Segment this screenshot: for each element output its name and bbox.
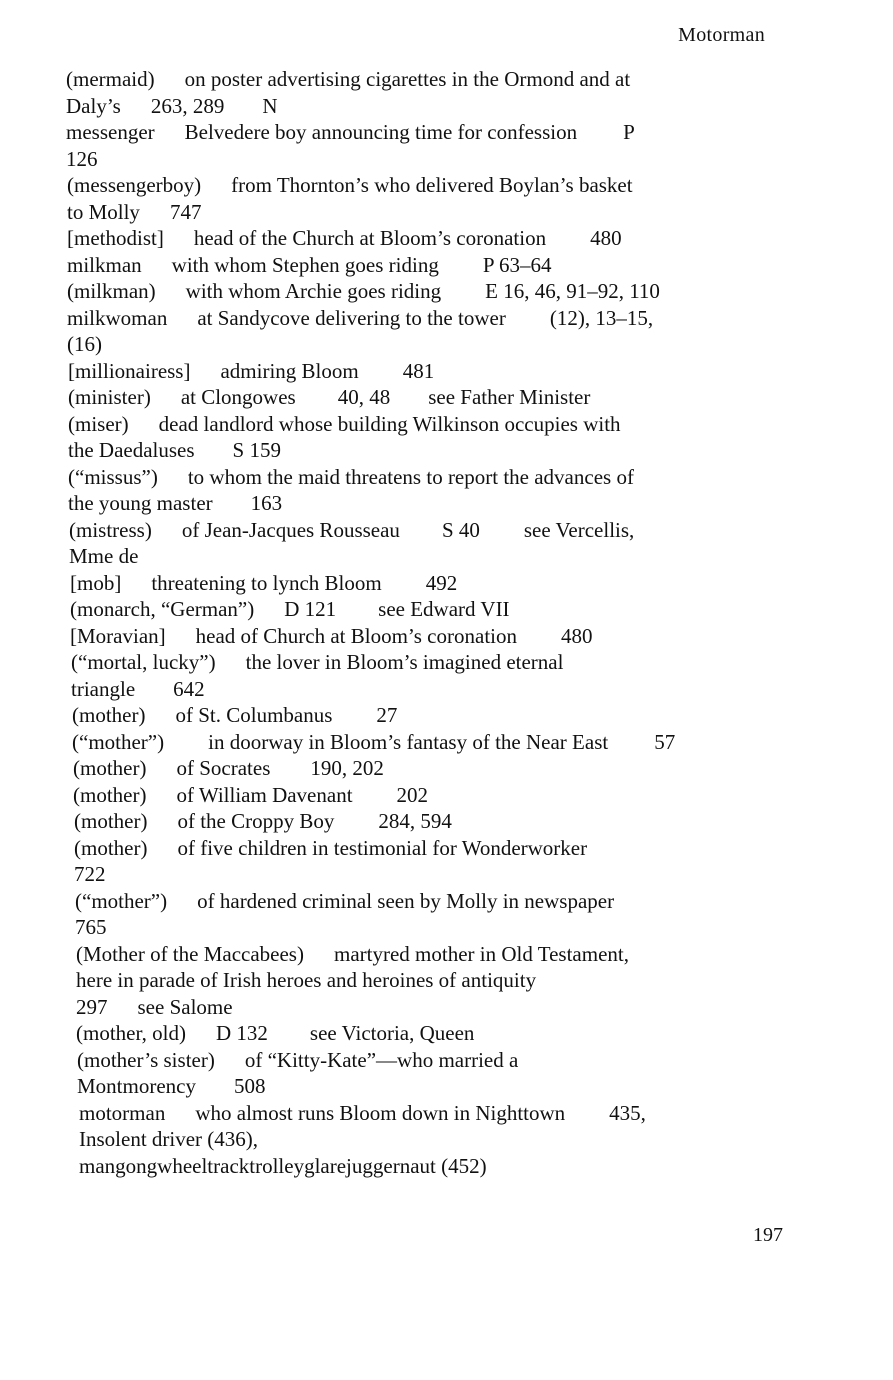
entry-line bbox=[66, 119, 810, 146]
entry-description: admiring Bloom bbox=[220, 358, 359, 383]
entry-headword: (messengerboy) bbox=[67, 173, 202, 197]
entry-description: Belvedere boy announcing time for confession bbox=[184, 120, 578, 144]
entry-description: at Sandycove delivering to the tower bbox=[197, 305, 506, 330]
entry-line bbox=[73, 782, 817, 809]
entry-description: of Jean-Jacques Rousseau bbox=[181, 517, 400, 542]
entry-headword: [millionairess] bbox=[68, 358, 191, 383]
entry-line bbox=[71, 649, 815, 676]
entry-headword: (monarch, “German”) bbox=[70, 597, 255, 621]
entry-references: 202 bbox=[396, 782, 429, 807]
entry-continuation-text: to Molly bbox=[67, 199, 140, 224]
entry-continuation-text: Montmorency bbox=[77, 1074, 196, 1098]
entry-references: 163 bbox=[250, 491, 283, 515]
entry-continuation-text: 722 bbox=[74, 862, 106, 886]
index-entry bbox=[75, 888, 819, 941]
page-number: 197 bbox=[753, 1224, 783, 1246]
entry-description: threatening to lynch Bloom bbox=[151, 570, 382, 595]
entry-line bbox=[68, 384, 812, 411]
entry-headword: (mother, old) bbox=[76, 1021, 186, 1045]
entry-continuation-text: mangongwheeltracktrolleyglarejuggernaut (452) bbox=[79, 1153, 487, 1178]
entry-references: 747 bbox=[169, 199, 202, 224]
index-entry bbox=[74, 808, 818, 835]
entry-references: 40, 48 bbox=[337, 385, 391, 409]
entry-headword: (Mother of the Maccabees) bbox=[76, 941, 304, 966]
index-entry bbox=[68, 358, 812, 385]
entry-headword: milkman bbox=[67, 252, 142, 277]
index-entry bbox=[71, 649, 815, 702]
entry-extra: see Vercellis, bbox=[523, 517, 635, 542]
entry-references: 27 bbox=[376, 703, 398, 727]
entry-references: (12), 13–15, bbox=[549, 305, 654, 330]
index-entry bbox=[70, 596, 814, 623]
entry-continuation-text: here in parade of Irish heroes and heroines of antiquity bbox=[76, 968, 537, 992]
entry-description: of five children in testimonial for Wonderworker bbox=[177, 835, 588, 860]
entry-headword: (mother) bbox=[74, 809, 148, 833]
entry-references: P bbox=[623, 120, 635, 144]
entry-line bbox=[70, 623, 814, 650]
entry-continuation bbox=[76, 994, 820, 1021]
entry-description: with whom Stephen goes riding bbox=[171, 252, 439, 277]
entry-headword: (“mortal, lucky”) bbox=[71, 650, 216, 674]
entry-description: the lover in Bloom’s imagined eternal bbox=[245, 650, 564, 674]
entry-headword: [methodist] bbox=[67, 226, 164, 250]
index-entry bbox=[68, 384, 812, 411]
entry-continuation bbox=[74, 861, 818, 888]
entry-headword: (“missus”) bbox=[68, 464, 158, 489]
entry-line bbox=[67, 278, 811, 305]
entry-description: to whom the maid threatens to report the advances of bbox=[187, 464, 634, 489]
entry-references: E 16, 46, 91–92, 110 bbox=[485, 279, 660, 303]
entry-continuation bbox=[71, 676, 815, 703]
entry-description: of Socrates bbox=[176, 756, 271, 780]
index-entry bbox=[66, 119, 810, 172]
entry-references: see Edward VII bbox=[378, 597, 510, 621]
entry-line bbox=[67, 252, 811, 279]
entry-line bbox=[69, 517, 813, 544]
index-entry bbox=[66, 66, 810, 119]
index-entry bbox=[67, 172, 811, 225]
entry-continuation bbox=[79, 1126, 823, 1153]
entry-continuation bbox=[68, 490, 812, 517]
index-entry bbox=[69, 517, 813, 570]
entry-line bbox=[73, 755, 817, 782]
entry-continuation-text: the young master bbox=[68, 491, 213, 515]
entry-extra: see Salome bbox=[137, 994, 233, 1019]
entry-headword: milkwoman bbox=[67, 305, 168, 330]
index-entry bbox=[76, 1020, 820, 1047]
entry-description: of the Croppy Boy bbox=[177, 809, 335, 833]
entry-continuation bbox=[67, 199, 811, 226]
entry-description: of “Kitty-Kate”—who married a bbox=[244, 1047, 519, 1072]
index-entry bbox=[67, 225, 811, 252]
entry-description: on poster advertising cigarettes in the Ormond and at bbox=[184, 67, 631, 91]
entry-line bbox=[68, 464, 812, 491]
running-head: Motorman bbox=[678, 24, 765, 46]
entry-headword: (mother) bbox=[73, 756, 147, 780]
entry-continuation bbox=[79, 1153, 823, 1180]
entry-references: 480 bbox=[561, 623, 593, 648]
entry-headword: (mother) bbox=[73, 782, 147, 807]
index-entry bbox=[73, 782, 817, 809]
entry-line bbox=[72, 702, 816, 729]
entry-continuation-text: Insolent driver (436), bbox=[79, 1127, 259, 1151]
entry-headword: (“mother”) bbox=[72, 729, 165, 754]
entry-references: 481 bbox=[402, 358, 435, 383]
index-entry bbox=[68, 411, 812, 464]
entry-headword: (“mother”) bbox=[75, 888, 168, 913]
entry-references: see Victoria, Queen bbox=[309, 1021, 475, 1045]
entry-headword: messenger bbox=[66, 120, 155, 144]
entry-description: martyred mother in Old Testament, bbox=[333, 941, 629, 966]
entry-line bbox=[72, 729, 816, 756]
entry-description: of St. Columbanus bbox=[175, 703, 333, 727]
entry-headword: (minister) bbox=[68, 385, 151, 409]
entry-line bbox=[66, 66, 810, 93]
entry-continuation-text: (16) bbox=[67, 332, 102, 356]
entry-continuation-text: Daly’s bbox=[66, 93, 121, 118]
entry-headword: [mob] bbox=[70, 570, 122, 595]
entry-references: 435, bbox=[609, 1100, 646, 1125]
entry-continuation bbox=[75, 914, 819, 941]
entry-line bbox=[74, 835, 818, 862]
entry-description: of hardened criminal seen by Molly in newspaper bbox=[197, 888, 615, 913]
entry-extra: see Father Minister bbox=[428, 385, 591, 409]
entry-references: 492 bbox=[425, 570, 458, 595]
entry-line bbox=[74, 808, 818, 835]
index-entry bbox=[72, 702, 816, 729]
entry-continuation bbox=[77, 1073, 821, 1100]
entry-references: 57 bbox=[654, 729, 676, 754]
entry-continuation-text: the Daedaluses bbox=[68, 438, 195, 462]
entry-continuation-text: Mme de bbox=[69, 544, 139, 568]
index-entry bbox=[76, 941, 820, 1021]
entry-line bbox=[70, 570, 814, 597]
entry-line bbox=[67, 305, 811, 332]
entry-headword: motorman bbox=[79, 1100, 166, 1125]
entry-description: dead landlord whose building Wilkinson occupies with bbox=[158, 411, 621, 436]
index-entry bbox=[73, 755, 817, 782]
index-entry bbox=[70, 623, 814, 650]
entry-continuation-text: triangle bbox=[71, 676, 136, 701]
entry-description: with whom Archie goes riding bbox=[185, 279, 442, 303]
entry-line bbox=[67, 172, 811, 199]
entry-references: S 159 bbox=[232, 438, 281, 462]
entry-line bbox=[79, 1100, 823, 1127]
entry-references: 508 bbox=[233, 1074, 266, 1098]
entry-continuation bbox=[66, 146, 810, 173]
entry-headword: (mermaid) bbox=[66, 67, 155, 91]
entry-description: at Clongowes bbox=[180, 385, 296, 409]
entry-extra: N bbox=[262, 93, 278, 118]
entry-description: head of Church at Bloom’s coronation bbox=[195, 623, 517, 648]
entry-line bbox=[76, 941, 820, 968]
entry-description: D 121 bbox=[284, 597, 337, 621]
entry-line bbox=[67, 225, 811, 252]
entry-description: who almost runs Bloom down in Nighttown bbox=[195, 1100, 566, 1125]
entry-references: 190, 202 bbox=[310, 756, 384, 780]
entry-references: 263, 289 bbox=[150, 93, 225, 118]
entry-line bbox=[70, 596, 814, 623]
entry-continuation-text: 126 bbox=[66, 146, 98, 171]
index-entry bbox=[70, 570, 814, 597]
entry-description: from Thornton’s who delivered Boylan’s basket bbox=[231, 173, 633, 197]
index-entry bbox=[79, 1100, 823, 1180]
entry-headword: [Moravian] bbox=[70, 623, 166, 648]
index-entry bbox=[74, 835, 818, 888]
entry-description: of William Davenant bbox=[176, 782, 353, 807]
entry-references: 284, 594 bbox=[378, 809, 452, 833]
entry-description: head of the Church at Bloom’s coronation bbox=[193, 226, 547, 250]
entry-description: in doorway in Bloom’s fantasy of the Near East bbox=[208, 729, 609, 754]
entry-continuation bbox=[67, 331, 811, 358]
entry-continuation-text: 297 bbox=[76, 994, 108, 1019]
entry-references: P 63–64 bbox=[482, 252, 552, 277]
entry-continuation bbox=[68, 437, 812, 464]
entry-line bbox=[68, 411, 812, 438]
entry-line bbox=[77, 1047, 821, 1074]
index-entry bbox=[67, 252, 811, 279]
index-entry bbox=[77, 1047, 821, 1100]
entry-line bbox=[68, 358, 812, 385]
index-entries bbox=[0, 66, 893, 1179]
entry-description: D 132 bbox=[215, 1021, 268, 1045]
entry-line bbox=[75, 888, 819, 915]
entry-continuation bbox=[66, 93, 810, 120]
entry-line bbox=[76, 1020, 820, 1047]
entry-references: S 40 bbox=[441, 517, 480, 542]
entry-continuation bbox=[76, 967, 820, 994]
entry-headword: (mother’s sister) bbox=[77, 1047, 215, 1072]
entry-references: 480 bbox=[590, 226, 622, 250]
index-entry bbox=[67, 278, 811, 305]
entry-headword: (miser) bbox=[68, 411, 129, 436]
entry-references: 642 bbox=[173, 676, 205, 701]
index-entry bbox=[72, 729, 816, 756]
index-entry bbox=[68, 464, 812, 517]
entry-headword: (milkman) bbox=[67, 279, 156, 303]
index-entry bbox=[67, 305, 811, 358]
entry-headword: (mother) bbox=[74, 835, 148, 860]
entry-headword: (mother) bbox=[72, 703, 146, 727]
entry-headword: (mistress) bbox=[69, 517, 152, 542]
entry-continuation bbox=[69, 543, 813, 570]
entry-continuation-text: 765 bbox=[75, 915, 107, 939]
